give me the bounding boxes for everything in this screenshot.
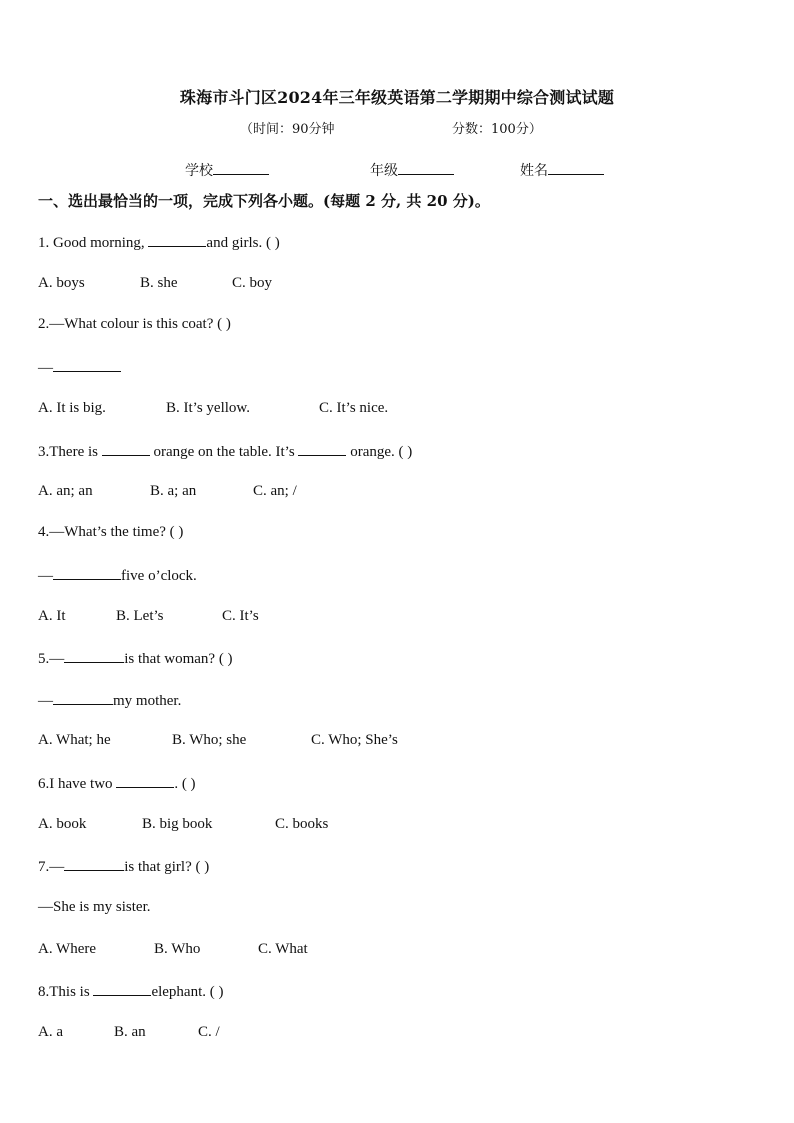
- question-7-answer-line: —She is my sister.: [38, 899, 151, 915]
- question-text: 7.—: [38, 859, 65, 875]
- name-label: 姓名: [520, 163, 548, 179]
- option-b: B. Who; she: [172, 732, 247, 748]
- option-c: C. an; /: [253, 483, 297, 499]
- answer-blank: [148, 233, 206, 247]
- answer-blank: [102, 442, 150, 456]
- answer-blank: [64, 649, 124, 663]
- question-text: orange on the table. It’s: [149, 444, 299, 460]
- answer-blank: [298, 442, 346, 456]
- question-4-stem: 4.—What’s the time? ( ): [38, 524, 184, 540]
- school-field: [185, 160, 269, 180]
- dash: —: [38, 693, 53, 709]
- option-c: C. What: [258, 941, 308, 957]
- question-7-stem: [38, 857, 209, 876]
- question-text: orange. ( ): [346, 444, 413, 460]
- name-field: [520, 160, 604, 180]
- question-text: 1. Good morning,: [38, 235, 149, 251]
- option-c: C. books: [275, 816, 329, 832]
- question-2-stem: 2.—What colour is this coat? ( ): [38, 316, 231, 332]
- option-a: A. book: [38, 816, 87, 832]
- option-a: A. What; he: [38, 732, 111, 748]
- question-text: and girls. ( ): [206, 235, 280, 251]
- option-a: A. It: [38, 608, 66, 624]
- page-title: 珠海市斗门区2024年三年级英语第二学期期中综合测试试题: [179, 88, 615, 107]
- question-text: 3.There is: [38, 444, 102, 460]
- question-text: 8.This is: [38, 984, 94, 1000]
- question-4-options: [38, 608, 259, 625]
- question-5-options: [38, 732, 398, 749]
- exam-time: （时间：90分钟: [240, 122, 335, 137]
- option-c: C. boy: [232, 275, 273, 291]
- option-a: A. It is big.: [38, 400, 106, 416]
- answer-blank: [53, 566, 121, 580]
- question-text: elephant. ( ): [151, 984, 224, 1000]
- question-text: my mother.: [113, 693, 182, 709]
- question-2-options: [38, 400, 388, 417]
- option-b: B. big book: [142, 816, 213, 832]
- exam-score: 分数：100分）: [452, 122, 542, 137]
- question-5-answer-line: [38, 691, 181, 710]
- option-b: B. an: [114, 1024, 146, 1040]
- question-1-options: [38, 275, 272, 292]
- question-text: is that girl? ( ): [124, 859, 210, 875]
- question-text: five o’clock.: [121, 568, 197, 584]
- question-1-stem: [38, 233, 280, 252]
- option-a: A. a: [38, 1024, 63, 1040]
- question-3-stem: [38, 442, 412, 461]
- option-c: C. It’s nice.: [319, 400, 389, 416]
- question-text: . ( ): [174, 776, 196, 792]
- section-heading: 一、选出最恰当的一项，完成下列各小题。(每题 2 分, 共 20 分)。: [38, 192, 490, 210]
- answer-blank: [64, 857, 124, 871]
- option-b: B. she: [140, 275, 178, 291]
- question-6-stem: [38, 774, 196, 793]
- option-c: C. It’s: [222, 608, 259, 624]
- option-a: A. an; an: [38, 483, 93, 499]
- question-4-answer-line: [38, 566, 197, 585]
- school-label: 学校: [185, 163, 213, 179]
- grade-field: [370, 160, 454, 180]
- question-8-stem: [38, 982, 224, 1001]
- answer-blank: [53, 358, 121, 372]
- option-c: C. Who; She’s: [311, 732, 398, 748]
- school-blank: [213, 162, 269, 175]
- option-b: B. a; an: [150, 483, 197, 499]
- dash: —: [38, 568, 53, 584]
- question-text: is that woman? ( ): [124, 651, 233, 667]
- question-8-options: [38, 1024, 220, 1041]
- grade-blank: [398, 162, 454, 175]
- option-a: A. Where: [38, 941, 97, 957]
- answer-blank: [93, 982, 151, 996]
- question-text: 5.—: [38, 651, 65, 667]
- option-a: A. boys: [38, 275, 85, 291]
- option-b: B. Who: [154, 941, 201, 957]
- question-3-options: [38, 483, 297, 500]
- dash: —: [38, 360, 53, 376]
- option-b: B. Let’s: [116, 608, 164, 624]
- question-text: 6.I have two: [38, 776, 117, 792]
- question-7-options: [38, 941, 308, 958]
- question-6-options: [38, 816, 328, 833]
- answer-blank: [53, 691, 113, 705]
- grade-label: 年级: [370, 163, 398, 179]
- name-blank: [548, 162, 604, 175]
- question-5-stem: [38, 649, 233, 668]
- question-2-answer-line: [38, 358, 121, 377]
- option-b: B. It’s yellow.: [166, 400, 251, 416]
- answer-blank: [116, 774, 174, 788]
- option-c: C. /: [198, 1024, 220, 1040]
